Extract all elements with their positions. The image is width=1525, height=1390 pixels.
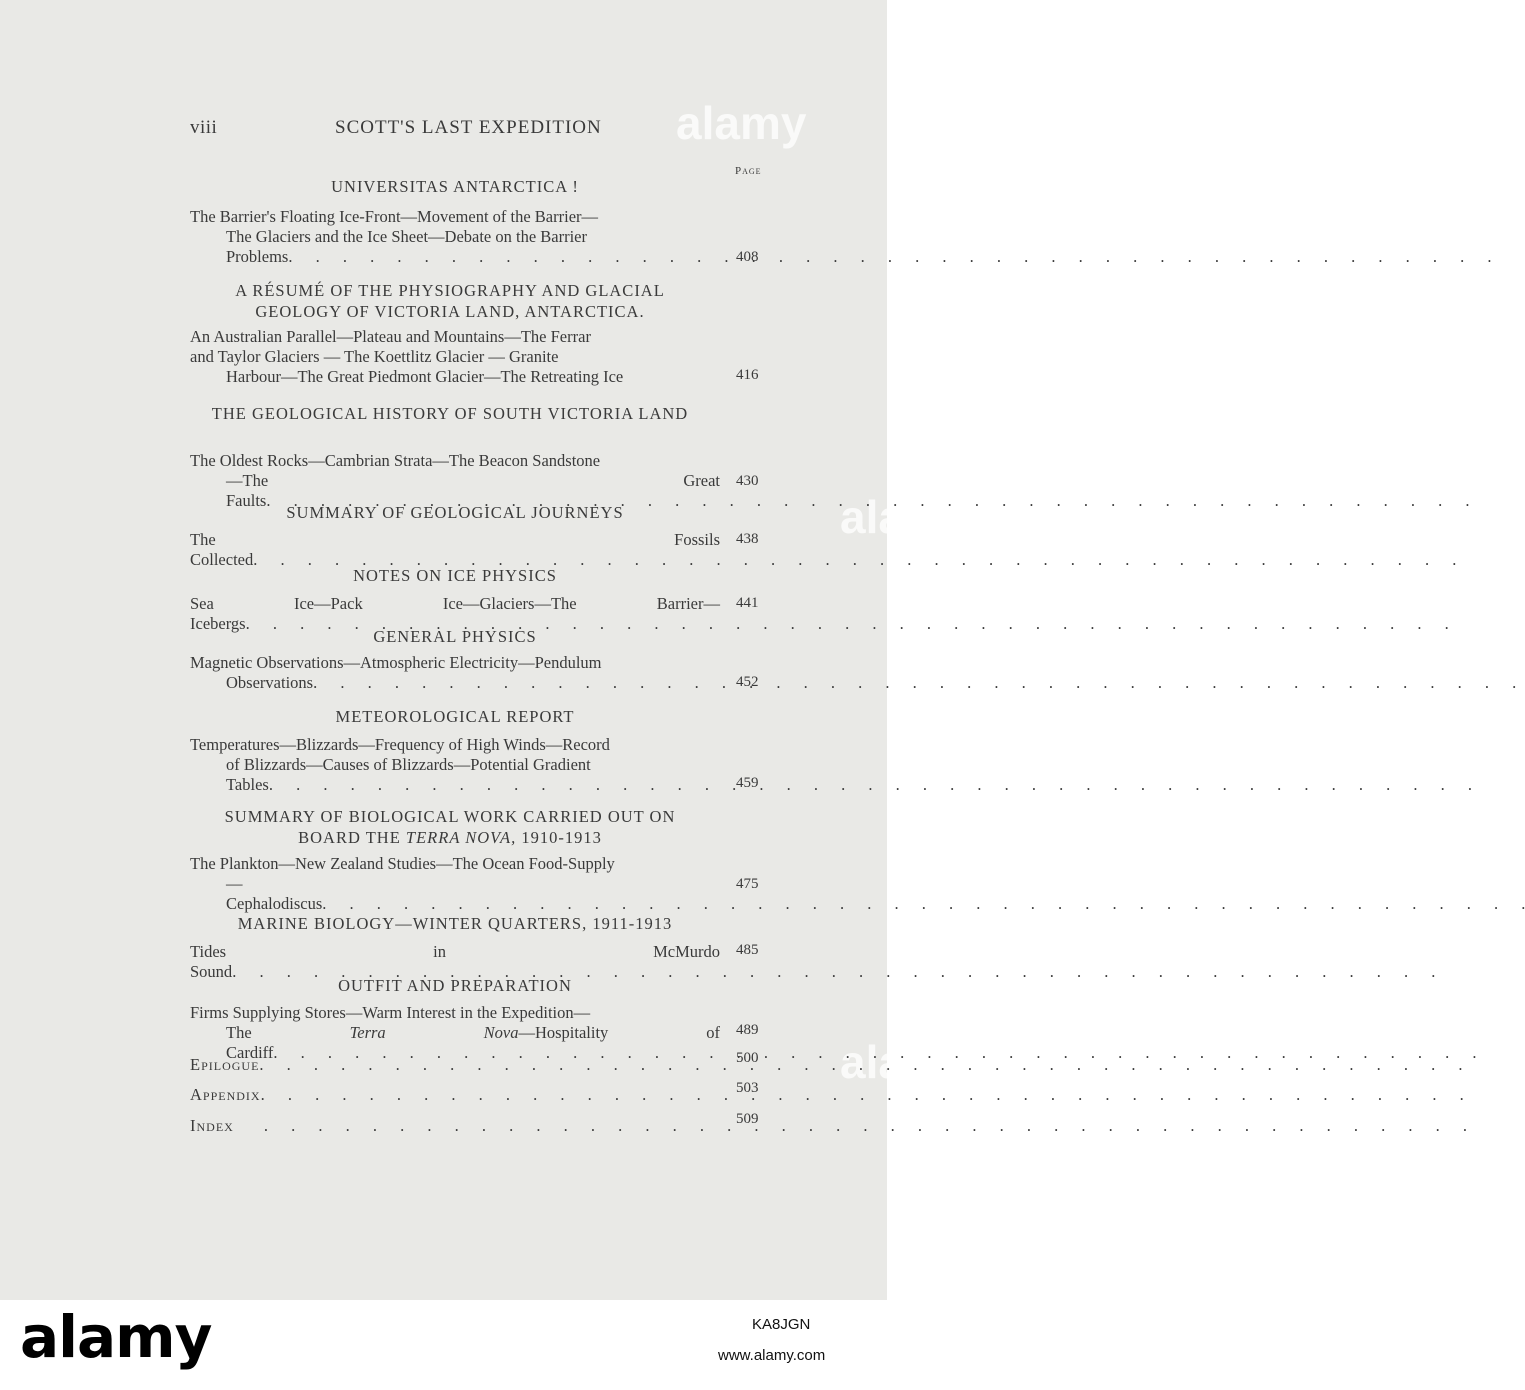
page-ref: 416 xyxy=(736,367,759,383)
image-id: KA8JGN xyxy=(752,1316,811,1333)
heading-line: SUMMARY OF BIOLOGICAL WORK CARRIED OUT ON xyxy=(224,807,676,826)
section-heading: MARINE BIOLOGY—WINTER QUARTERS, 1911-1913 xyxy=(237,914,673,933)
section-heading: METEOROLOGICAL REPORT xyxy=(335,707,575,726)
entry-line: of Blizzards—Causes of Blizzards—Potential Gradient xyxy=(226,755,591,774)
entry-line-last xyxy=(190,775,720,795)
entry-line: Temperatures—Blizzards—Frequency of High Winds—Record xyxy=(190,735,610,754)
entry-line-last xyxy=(190,247,720,267)
entry-line: The Oldest Rocks—Cambrian Strata—The Beacon Sandstone xyxy=(190,451,601,470)
entry-line: Magnetic Observations—Atmospheric Electricity—Pendulum xyxy=(190,653,602,672)
section-heading: OUTFIT AND PREPARATION xyxy=(338,976,572,995)
watermark-logo: ala xyxy=(840,491,904,543)
toc-entry xyxy=(190,327,720,387)
entry-line: The Barrier's Floating Ice-Front—Movement of the Barrier— xyxy=(190,207,599,226)
entry-line-last xyxy=(190,874,720,914)
entry-text: —Cephalodiscus xyxy=(226,874,323,913)
entry-line: Harbour—The Great Piedmont Glacier—The Retreating Ice xyxy=(226,367,624,386)
page-ref: 459 xyxy=(736,775,759,791)
page-number: viii xyxy=(190,117,218,138)
entry-line-last xyxy=(190,1085,720,1105)
toc-entry xyxy=(190,854,720,914)
page-ref: 503 xyxy=(736,1080,759,1096)
entry-text: The Terra Nova—Hospitality of Cardiff xyxy=(226,1023,720,1062)
heading-line: BOARD THE TERRA NOVA, 1910-1913 xyxy=(298,828,602,847)
page-ref: 408 xyxy=(736,249,759,265)
entry-text: Tides in McMurdo Sound xyxy=(190,942,720,981)
entry-text: Epilogue xyxy=(190,1055,260,1074)
entry-text: Index xyxy=(190,1116,234,1135)
page-ref: 441 xyxy=(736,595,759,611)
page-ref: 489 xyxy=(736,1022,759,1038)
entry-line: The Plankton—New Zealand Studies—The Ocean Food-Supply xyxy=(190,854,615,873)
toc-entry xyxy=(190,735,720,795)
section-heading: GENERAL PHYSICS xyxy=(373,627,537,646)
leader-dots xyxy=(269,775,1472,794)
watermark-logo: ala xyxy=(840,1036,904,1088)
toc-entry xyxy=(190,1085,720,1105)
entry-text: Tables xyxy=(226,775,269,794)
toc-entry xyxy=(190,1003,720,1063)
leader-dots xyxy=(261,1085,1464,1104)
entry-text: Problems xyxy=(226,247,289,266)
section-heading: SUMMARY OF GEOLOGICAL JOURNEYS xyxy=(286,503,624,522)
toc-entry xyxy=(190,653,720,693)
alamy-logo: alamy xyxy=(20,1303,212,1371)
entry-line: Firms Supplying Stores—Warm Interest in the Expedition— xyxy=(190,1003,591,1022)
section-heading: A RÉSUMÉ OF THE PHYSIOGRAPHY AND GLACIAL GEOLOGY OF VICTORIA LAND, ANTARCTICA. xyxy=(235,281,665,321)
entry-text: Sea Ice—Pack Ice—Glaciers—The Barrier—Icebergs xyxy=(190,594,720,633)
entry-line-last xyxy=(190,530,720,570)
entry-line: and Taylor Glaciers — The Koettlitz Glacier — Granite xyxy=(190,347,559,366)
entry-text: Observations xyxy=(226,673,314,692)
entry-line-last xyxy=(190,1116,720,1136)
page-ref: 438 xyxy=(736,531,759,547)
page-ref: 475 xyxy=(736,876,759,892)
section-heading xyxy=(190,806,710,848)
watermark-logo: alamy xyxy=(676,97,807,149)
site-url: www.alamy.com xyxy=(718,1347,826,1364)
page-ref: 500 xyxy=(736,1050,759,1066)
entry-line-last xyxy=(190,673,720,693)
toc-entry xyxy=(190,1055,720,1075)
running-title: SCOTT'S LAST EXPEDITION xyxy=(335,117,602,138)
page-ref: 485 xyxy=(736,942,759,958)
leader-dots xyxy=(313,673,1516,692)
leader-dots xyxy=(288,247,1491,266)
entry-line: The Glaciers and the Ice Sheet—Debate on the Barrier xyxy=(226,227,588,246)
entry-line-last xyxy=(190,1055,720,1075)
leader-dots xyxy=(264,1116,1467,1135)
page-column-label: Page xyxy=(735,165,762,177)
page-ref: 509 xyxy=(736,1111,759,1127)
leader-dots xyxy=(322,894,1525,913)
entry-text: —The Great Faults xyxy=(226,471,720,510)
section-heading: THE GEOLOGICAL HISTORY OF SOUTH VICTORIA LAND xyxy=(211,404,689,423)
toc-entry xyxy=(190,1116,720,1136)
section-heading: NOTES ON ICE PHYSICS xyxy=(353,566,557,585)
section-heading: UNIVERSITAS ANTARCTICA ! xyxy=(331,177,579,196)
entry-line: An Australian Parallel—Plateau and Mountains—The Ferrar xyxy=(190,327,591,346)
page-ref: 452 xyxy=(736,674,759,690)
toc-entry xyxy=(190,207,720,267)
leader-dots xyxy=(259,1055,1462,1074)
page-ref: 430 xyxy=(736,473,759,489)
entry-text: The Fossils Collected xyxy=(190,530,720,569)
toc-entry xyxy=(190,530,720,570)
entry-text: Appendix xyxy=(190,1085,261,1104)
